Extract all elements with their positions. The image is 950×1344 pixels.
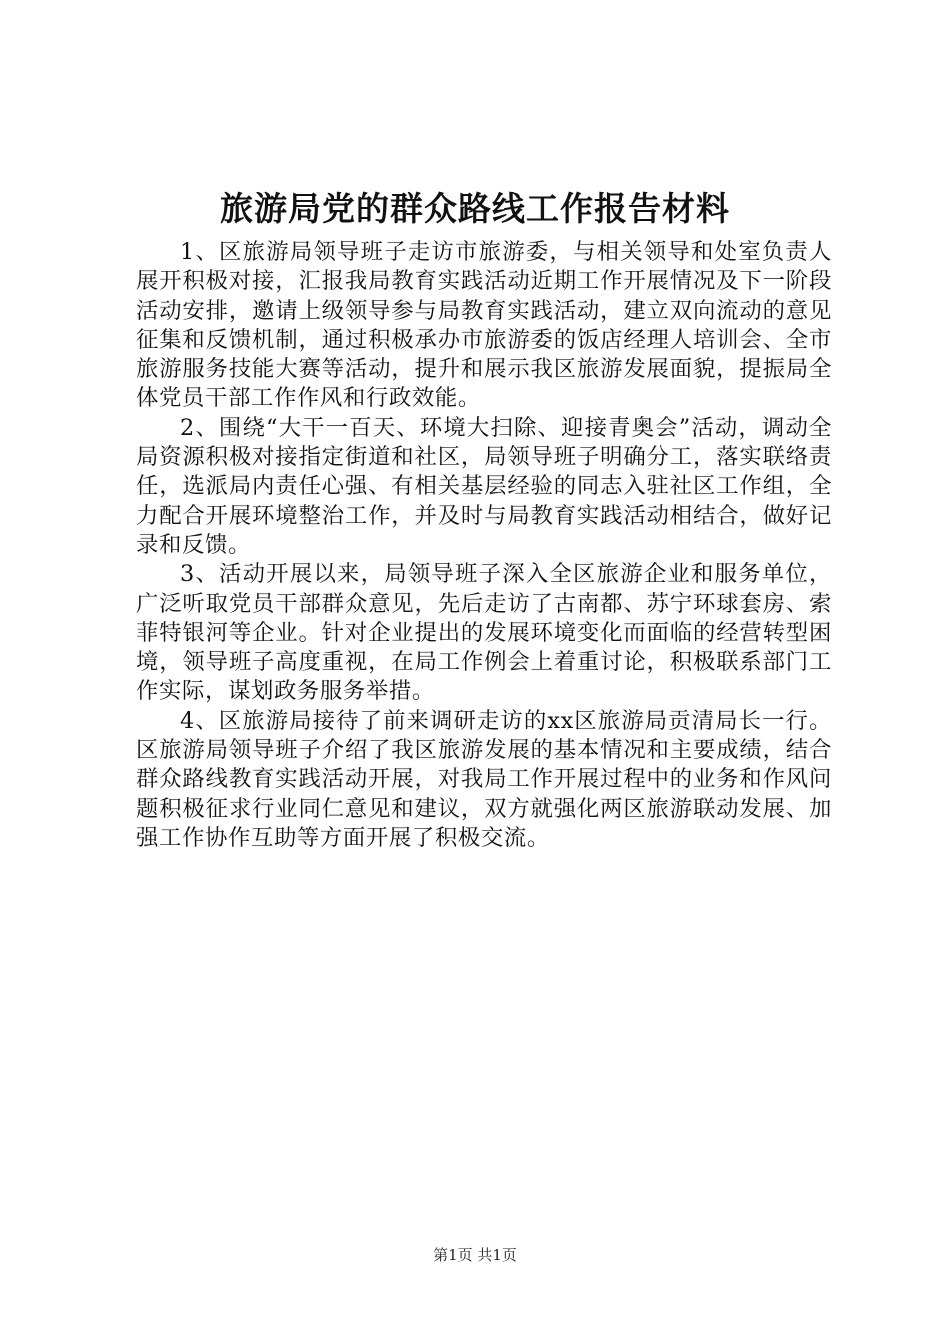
document-title: 旅游局党的群众路线工作报告材料 (220, 189, 730, 228)
paragraph-3: 3、活动开展以来，局领导班子深入全区旅游企业和服务单位，广泛听取党员干部群众意见，先后走访了古南都、苏宁环球套房、索菲特银河等企业。针对企业提出的发展环境变化而面临的经营转型困境，领导班子高度重视，在局工作例会上着重讨论，积极联系部门工作实际，谋划政务服务举措。 (136, 561, 832, 705)
paragraph-1: 1、区旅游局领导班子走访市旅游委，与相关领导和处室负责人展开积极对接，汇报我局教育实践活动近期工作开展情况及下一阶段活动安排，邀请上级领导参与局教育实践活动，建立双向流动的意见征集和反馈机制，通过积极承办市旅游委的饭店经理人培训会、全市旅游服务技能大赛等活动，提升和展示我区旅游发展面貌，提振局全体党员干部工作作风和行政效能。 (136, 239, 832, 412)
paragraph-2: 2、围绕“大干一百天、环境大扫除、迎接青奥会”活动，调动全局资源积极对接指定街道和社区，局领导班子明确分工，落实联络责任，选派局内责任心强、有相关基层经验的同志入驻社区工作组，全力配合开展环境整治工作，并及时与局教育实践活动相结合，做好记录和反馈。 (136, 414, 832, 558)
page-footer: 第1页 共1页 (433, 1246, 517, 1264)
document-body (136, 238, 832, 853)
paragraph-4: 4、区旅游局接待了前来调研走访的xx区旅游局贡清局长一行。区旅游局领导班子介绍了我区旅游发展的基本情况和主要成绩，结合群众路线教育实践活动开展，对我局工作开展过程中的业务和作风问题积极征求行业同仁意见和建议，双方就强化两区旅游联动发展、加强工作协作互助等方面开展了积极交流。 (136, 707, 832, 851)
